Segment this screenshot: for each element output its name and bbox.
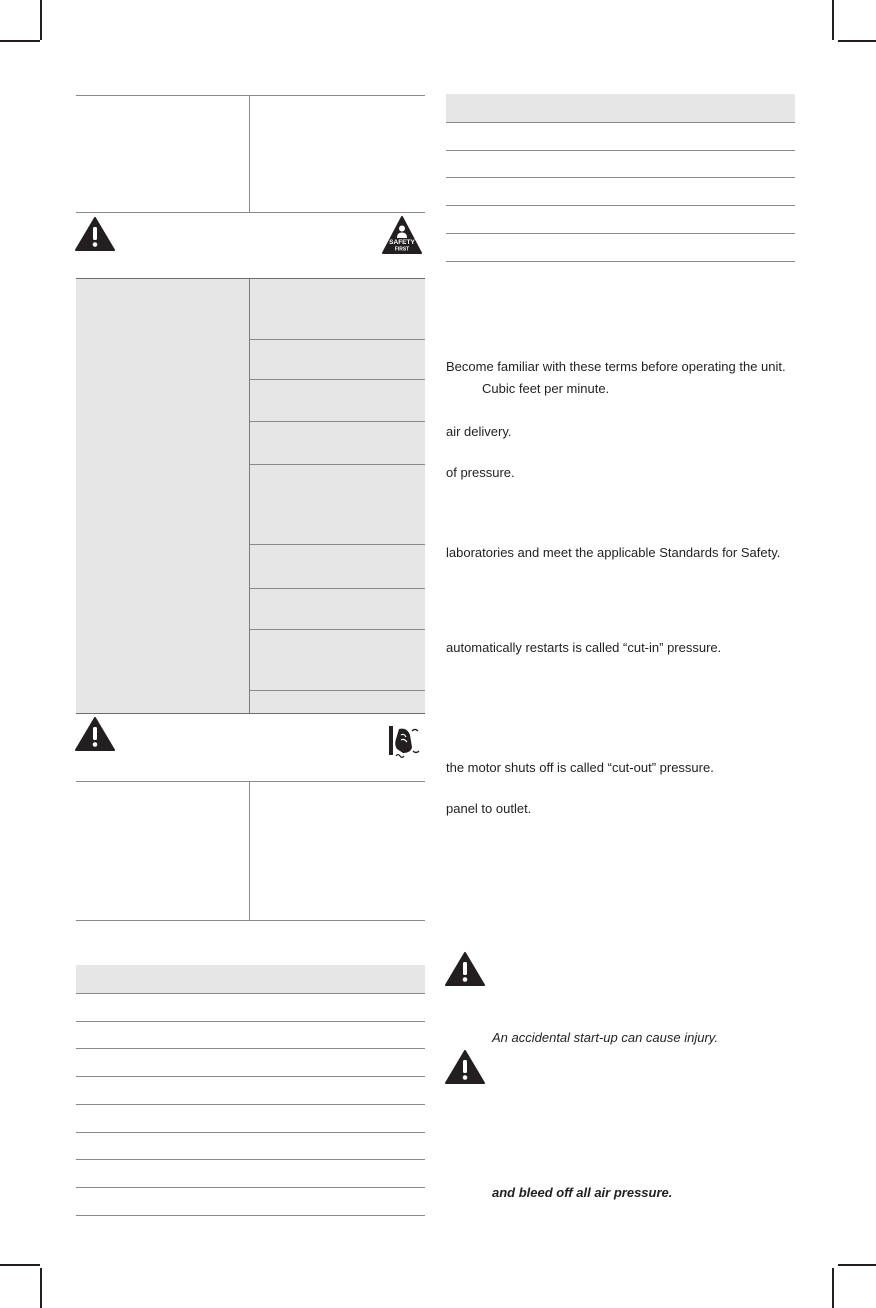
warning-triangle-icon [75, 217, 115, 251]
crop-mark [838, 40, 876, 42]
table-row [76, 1104, 425, 1105]
table-row [76, 993, 425, 994]
crop-mark [832, 0, 834, 40]
warning-triangle-icon [445, 1050, 485, 1084]
caution-accidental-startup: An accidental start-up can cause injury. [492, 1030, 718, 1045]
table-rule [250, 544, 425, 545]
table-row [446, 205, 795, 206]
table-rule [76, 278, 425, 279]
table-row [446, 122, 795, 123]
glossary-line: the motor shuts off is called “cut-out” pressure. [446, 760, 714, 775]
safety-first-icon [382, 216, 422, 254]
table-row [446, 177, 795, 178]
table-divider [249, 278, 250, 713]
glossary-line: air delivery. [446, 424, 512, 439]
table-row [446, 261, 795, 262]
hot-surface-icon [385, 723, 421, 759]
table-row [446, 233, 795, 234]
table-rule [250, 629, 425, 630]
crop-mark [0, 1264, 40, 1266]
crop-mark [40, 0, 42, 40]
table-rule [76, 713, 425, 714]
glossary-line: automatically restarts is called “cut-in” pressure. [446, 640, 722, 655]
table-header [446, 94, 795, 122]
glossary-line: panel to outlet. [446, 801, 532, 816]
table-shading [76, 278, 425, 713]
table-rule [76, 212, 425, 213]
svg-text:SAFETY: SAFETY [389, 239, 415, 246]
warning-triangle-icon [75, 717, 115, 751]
table-row [76, 1048, 425, 1049]
caution-bleed-pressure: and bleed off all air pressure. [492, 1185, 673, 1200]
table-rule [76, 95, 425, 96]
glossary-line: of pressure. [446, 465, 515, 480]
glossary-line: laboratories and meet the applicable Standards for Safety. [446, 545, 781, 560]
crop-mark [832, 1268, 834, 1308]
table-rule [250, 588, 425, 589]
svg-text:FIRST: FIRST [394, 246, 410, 253]
table-row [446, 150, 795, 151]
crop-mark [40, 1268, 42, 1308]
table-row [76, 1132, 425, 1133]
crop-mark [838, 1264, 876, 1266]
warning-triangle-icon [445, 952, 485, 986]
table-rule [250, 421, 425, 422]
table-rule [76, 920, 425, 921]
table-divider [249, 95, 250, 212]
table-rule [250, 464, 425, 465]
table-row [76, 1076, 425, 1077]
table-rule [76, 781, 425, 782]
table-row [76, 1159, 425, 1160]
table-row [76, 1215, 425, 1216]
table-row [76, 1187, 425, 1188]
glossary-intro: Become familiar with these terms before operating the unit. [446, 359, 786, 374]
glossary-cfm: Cubic feet per minute. [482, 381, 610, 396]
table-header [76, 965, 425, 993]
table-rule [250, 339, 425, 340]
table-divider [249, 781, 250, 920]
table-rule [250, 379, 425, 380]
table-row [76, 1021, 425, 1022]
crop-mark [0, 40, 40, 42]
table-rule [250, 690, 425, 691]
